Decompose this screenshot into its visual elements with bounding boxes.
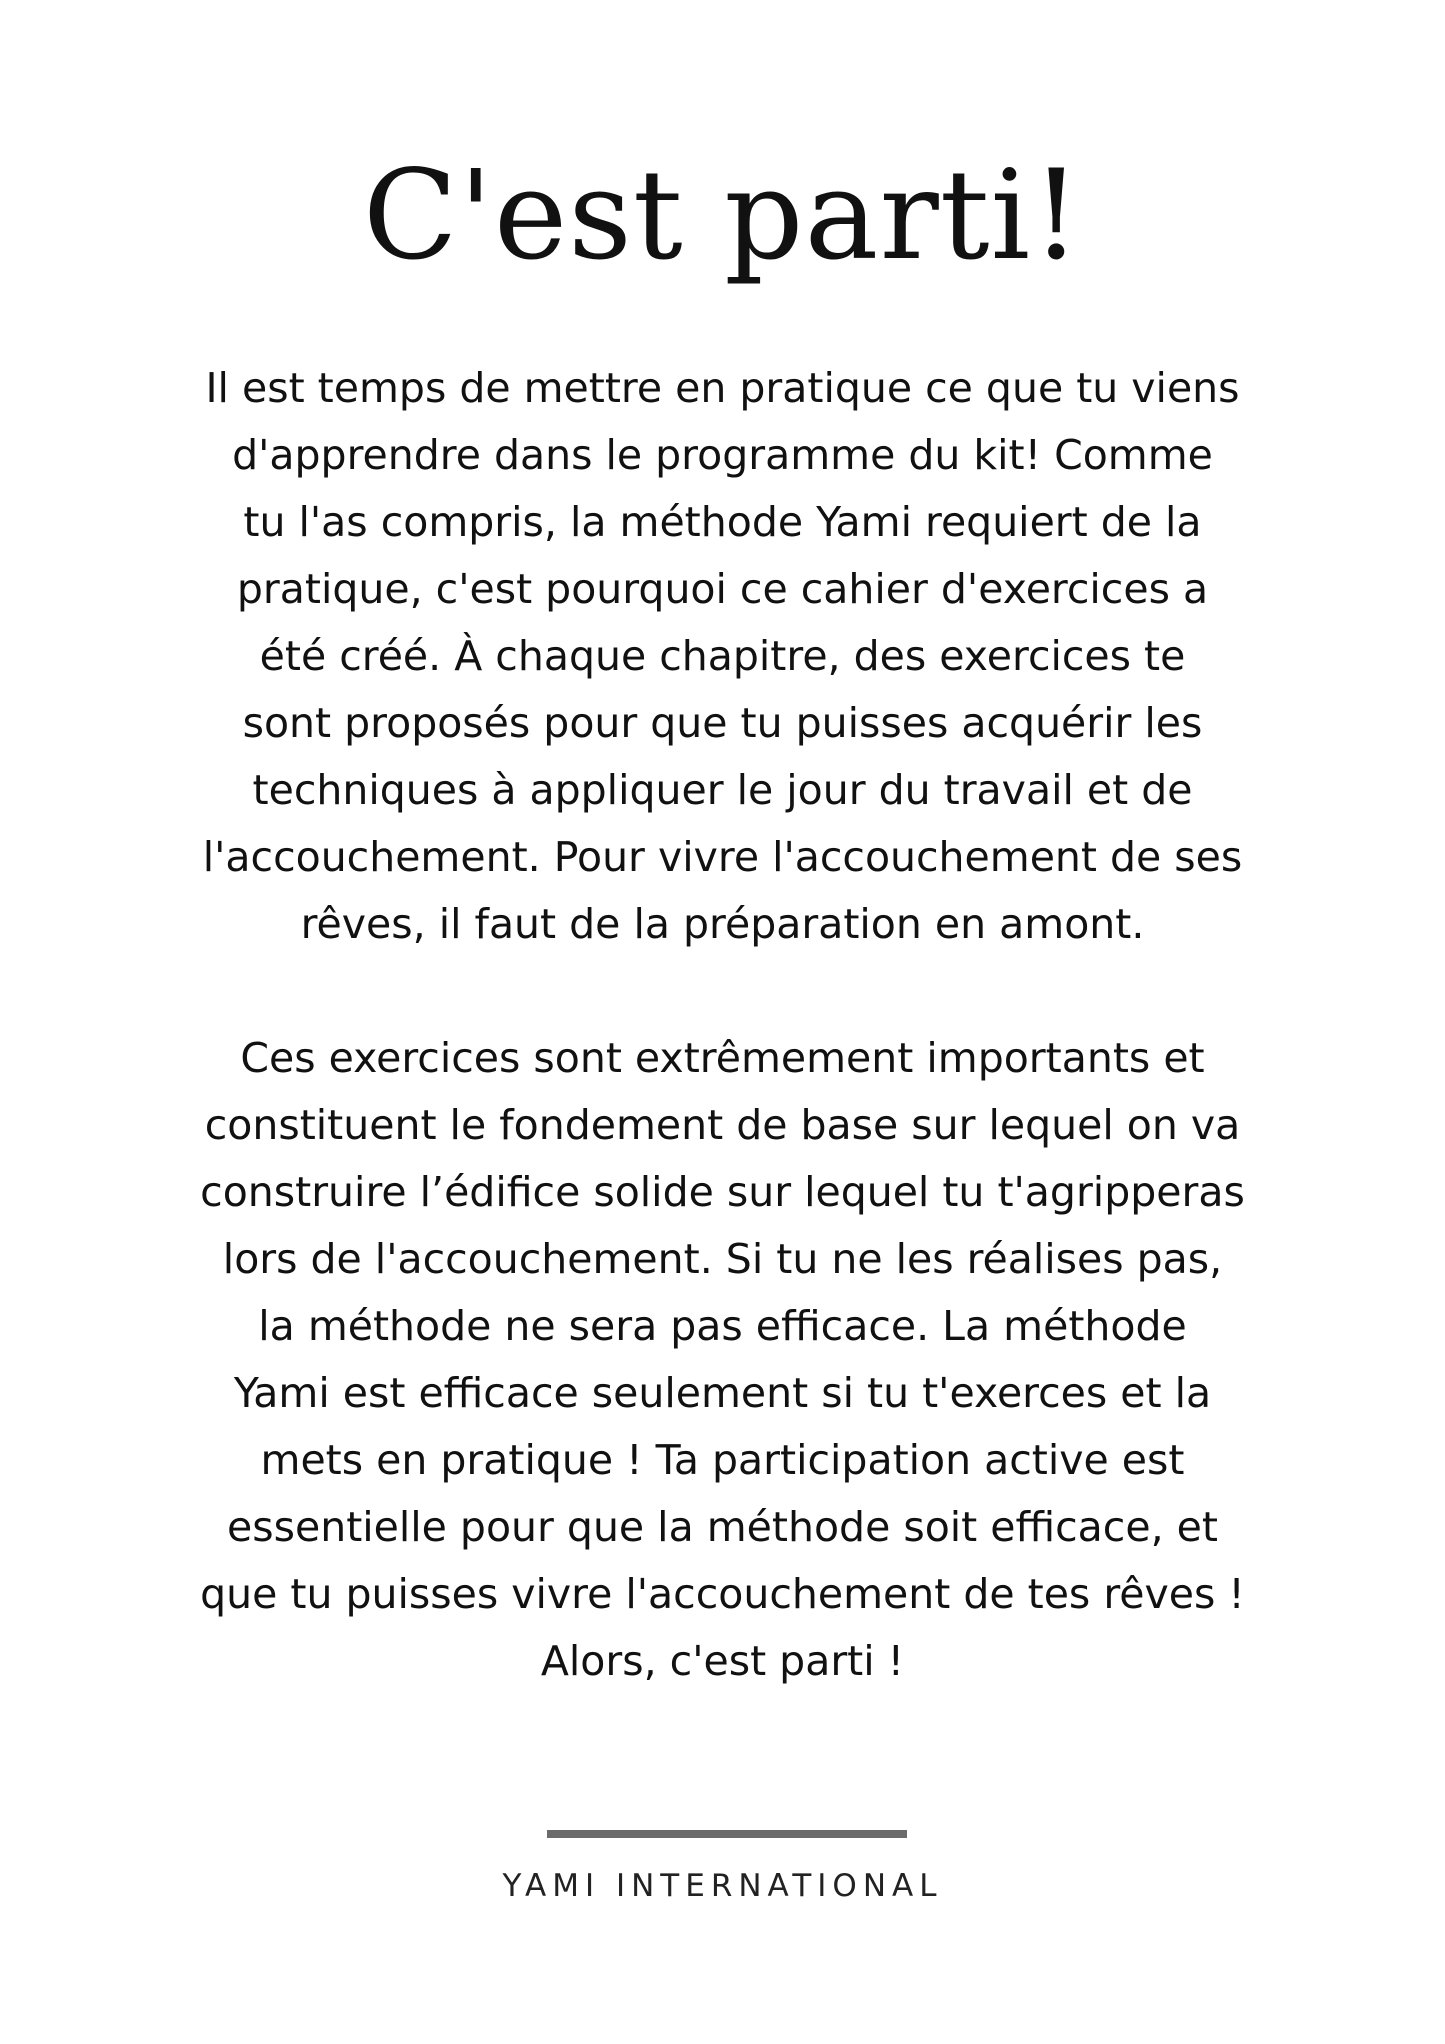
- text-line: été créé. À chaque chapitre, des exercices te: [259, 632, 1186, 680]
- body-text: [150, 355, 1295, 1695]
- text-line: Yami est efficace seulement si tu t'exerces et la: [233, 1369, 1212, 1417]
- text-line: essentielle pour que la méthode soit efficace, et: [227, 1503, 1218, 1551]
- text-line: pratique, c'est pourquoi ce cahier d'exercices a: [236, 565, 1209, 613]
- text-line: Ces exercices sont extrêmement importants et: [240, 1034, 1205, 1082]
- text-line: d'apprendre dans le programme du kit! Comme: [232, 431, 1213, 479]
- text-line: rêves, il faut de la préparation en amont.: [300, 900, 1145, 948]
- page-title: C'est parti!: [362, 144, 1083, 288]
- text-line: la méthode ne sera pas efficace. La méthode: [258, 1302, 1187, 1350]
- text-line: constituent le fondement de base sur lequel on va: [204, 1101, 1241, 1149]
- footer-brand: YAMI INTERNATIONAL: [502, 1868, 943, 1904]
- paragraph-1: [150, 355, 1295, 958]
- text-line: lors de l'accouchement. Si tu ne les réalises pas,: [222, 1235, 1223, 1283]
- text-line: sont proposés pour que tu puisses acquérir les: [242, 699, 1203, 747]
- text-line: Alors, c'est parti !: [540, 1637, 905, 1685]
- text-line: que tu puisses vivre l'accouchement de tes rêves !: [200, 1570, 1245, 1618]
- paragraph-2: [150, 1025, 1295, 1695]
- text-line: mets en pratique ! Ta participation active est: [260, 1436, 1185, 1484]
- text-line: construire l’édifice solide sur lequel tu t'agripperas: [200, 1168, 1245, 1216]
- text-line: techniques à appliquer le jour du travail et de: [252, 766, 1193, 814]
- text-line: tu l'as compris, la méthode Yami requiert de la: [243, 498, 1202, 546]
- footer-divider: [547, 1830, 907, 1838]
- text-line: l'accouchement. Pour vivre l'accouchement de ses: [202, 833, 1243, 881]
- text-line: Il est temps de mettre en pratique ce que tu viens: [205, 364, 1240, 412]
